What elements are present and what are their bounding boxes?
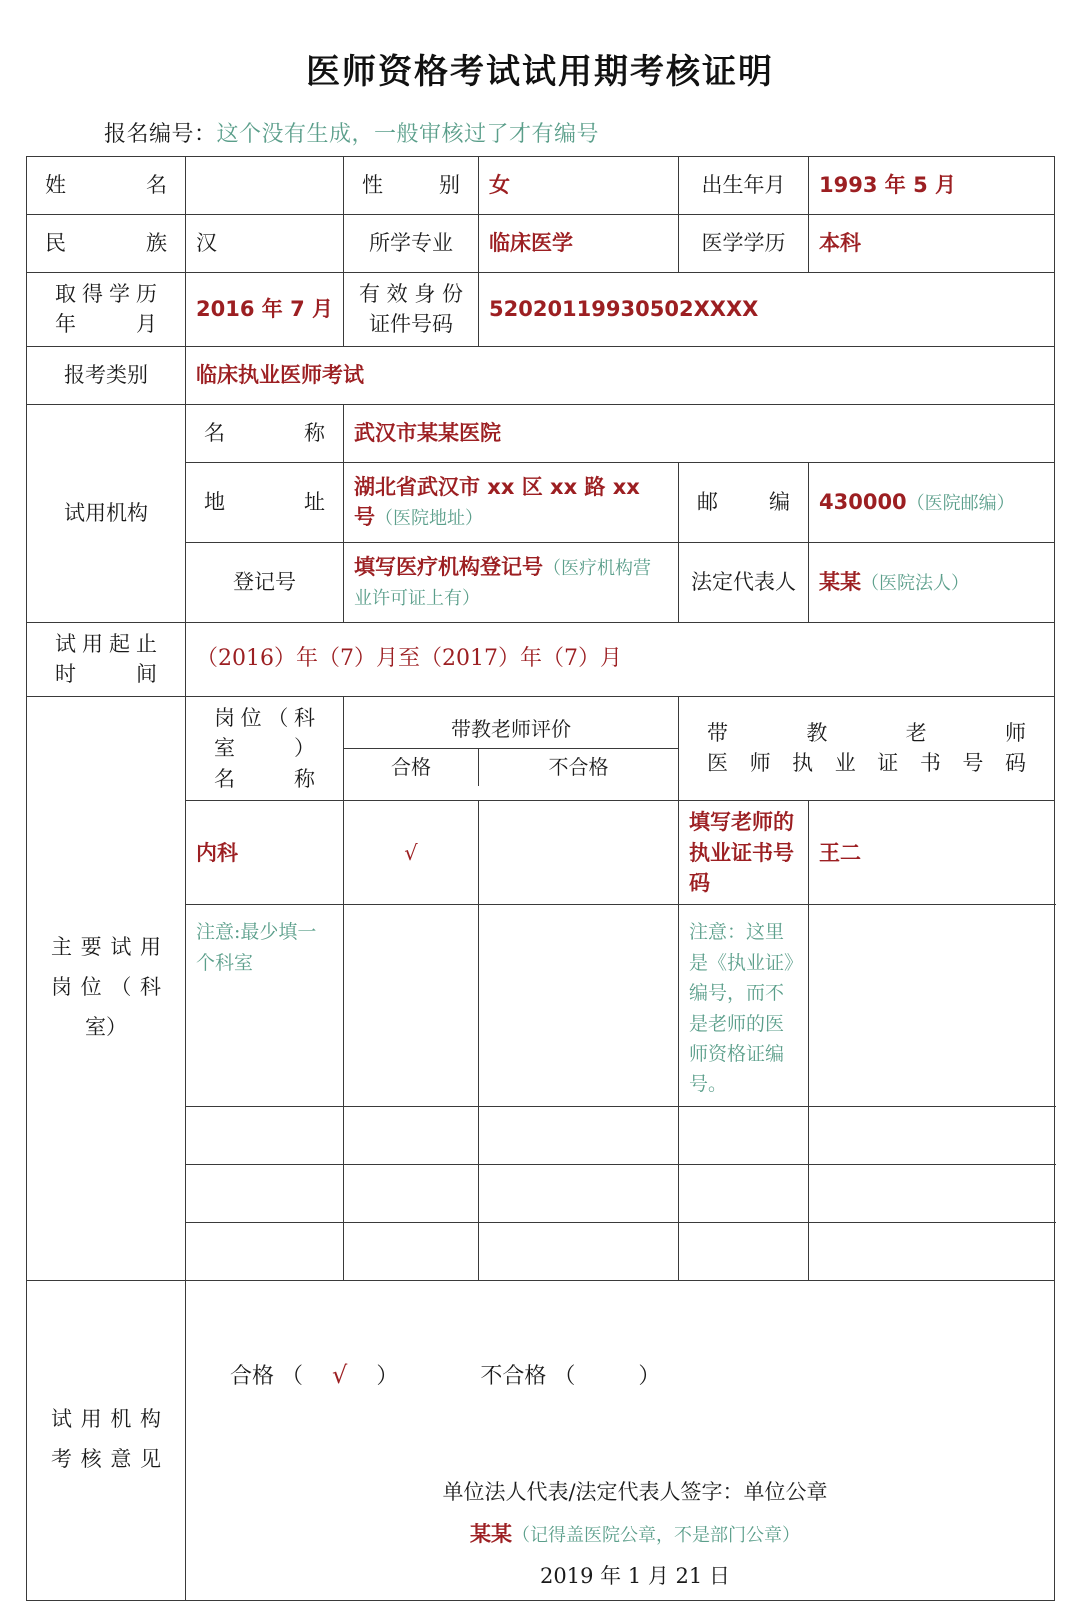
institution-regno-value[interactable]: [344, 542, 679, 622]
position-dept-1[interactable]: [186, 905, 344, 1106]
table-row-opinion: [27, 1280, 1055, 1600]
certificate-table: [26, 156, 1055, 1601]
page-title: 医师资格考试试用期考核证明: [306, 52, 774, 92]
ethnicity-label: 民族: [27, 215, 186, 273]
institution-address-value[interactable]: [344, 462, 679, 542]
institution-name-value[interactable]: 武汉市某某医院: [344, 404, 1055, 462]
education-label: 医学学历: [679, 215, 809, 273]
position-license-note-text: 注意：这里是《执业证》编号，而不是老师的医师资格证编号。: [689, 921, 794, 1096]
opinion-pass-mark[interactable]: √: [332, 1360, 348, 1389]
exam-type-label: 报考类别: [27, 346, 186, 404]
institution-address-text: 湖北省武汉市 xx 区 xx 路 xx 号: [354, 474, 640, 530]
opinion-fail-label: 不合格: [480, 1363, 547, 1389]
position-signature-1[interactable]: [809, 905, 1055, 1106]
position-pass-0[interactable]: √: [344, 801, 479, 905]
institution-regno-text: 填写医疗机构登记号: [354, 554, 543, 579]
opinion-section-label: [27, 1280, 186, 1600]
idcard-label-line1: 有 效 身 份: [358, 282, 464, 306]
opinion-pass-close: ）: [376, 1363, 399, 1389]
major-value[interactable]: 临床医学: [479, 215, 679, 273]
institution-zip-note: （医院邮编）: [906, 493, 1015, 515]
name-value[interactable]: [186, 157, 344, 215]
exam-type-value[interactable]: 临床执业医师考试: [186, 346, 1055, 404]
opinion-signature-row: [216, 1513, 1054, 1555]
position-pass-3[interactable]: [344, 1164, 479, 1222]
degree-date-value[interactable]: 2016 年 7 月: [186, 273, 344, 347]
major-label: 所学专业: [344, 215, 479, 273]
position-license-0[interactable]: 填写老师的执业证书号码: [679, 801, 809, 905]
certificate-page: [0, 44, 1080, 1588]
positions-header-dept-line1: 岗位（科室）: [214, 705, 315, 761]
gender-label: 性别: [344, 157, 479, 215]
opinion-result-line: [230, 1358, 1054, 1393]
birth-value[interactable]: 1993 年 5 月: [809, 157, 1055, 215]
idcard-value[interactable]: 52020119930502XXXX: [479, 273, 1055, 347]
position-dept-note-text: 注意:最少填一个科室: [196, 921, 317, 974]
table-row-exam-type: [27, 346, 1055, 404]
opinion-body: [186, 1280, 1055, 1600]
table-row-trial-period: [27, 622, 1055, 696]
opinion-signature-name[interactable]: 某某: [470, 1521, 512, 1546]
institution-address-note: （医院地址）: [375, 508, 483, 530]
opinion-section-label-line2: 考核意见: [51, 1447, 161, 1472]
positions-header-fail: 不合格: [548, 754, 609, 779]
opinion-signature-block: [216, 1471, 1054, 1597]
opinion-fail-open: （: [553, 1363, 576, 1389]
opinion-section-label-line1: 试用机构: [51, 1407, 161, 1432]
position-dept-0[interactable]: 内科: [186, 801, 344, 905]
institution-zip-label: 邮编: [679, 462, 809, 542]
position-signature-3[interactable]: [809, 1164, 1055, 1222]
opinion-fail-close: ）: [638, 1363, 661, 1389]
positions-section-label: [27, 696, 186, 1280]
ethnicity-value[interactable]: 汉: [186, 215, 344, 273]
trial-period-label-line1: 试用起止: [55, 631, 157, 656]
position-fail-2[interactable]: [479, 1106, 679, 1164]
registration-number-line: [104, 117, 1054, 148]
positions-section-label-line2: 岗位（科室）: [51, 975, 161, 1040]
position-license-4[interactable]: [679, 1222, 809, 1280]
position-pass-4[interactable]: [344, 1222, 479, 1280]
trial-period-label: [27, 622, 186, 696]
education-value[interactable]: 本科: [809, 215, 1055, 273]
position-license-3[interactable]: [679, 1164, 809, 1222]
position-license-1[interactable]: [679, 905, 809, 1106]
idcard-label: [344, 273, 479, 347]
positions-header-license-line2: 医师执业证书号码: [707, 751, 1026, 776]
positions-header-dept-line2: 名称: [214, 766, 315, 791]
institution-regno-label: 登记号: [186, 542, 344, 622]
position-fail-4[interactable]: [479, 1222, 679, 1280]
legal-rep-note: （医院法人）: [861, 573, 969, 595]
registration-number-note: 这个没有生成，一般审核过了才有编号: [216, 122, 600, 147]
idcard-label-line2: 证件号码: [369, 312, 453, 337]
institution-zip-text: 430000: [819, 490, 907, 515]
positions-section-label-line1: 主要试用: [51, 935, 161, 960]
name-label: 姓名: [27, 157, 186, 215]
degree-date-label-line1: 取得学历: [55, 282, 157, 306]
opinion-pass-open: （: [281, 1363, 304, 1389]
legal-rep-text: 某某: [819, 570, 861, 595]
degree-date-label-line2: 年 月: [55, 312, 157, 337]
opinion-date[interactable]: 2019 年 1 月 21 日: [540, 1563, 730, 1588]
legal-rep-value[interactable]: [809, 542, 1055, 622]
table-row-institution-name: [27, 404, 1055, 462]
position-pass-2[interactable]: [344, 1106, 479, 1164]
position-fail-3[interactable]: [479, 1164, 679, 1222]
opinion-signature-note: （记得盖医院公章，不是部门公章）: [512, 1524, 800, 1546]
registration-number-label: 报名编号：: [104, 122, 217, 147]
trial-period-label-line2: 时 间: [55, 662, 157, 687]
table-row-positions-header: [27, 696, 1055, 800]
institution-name-label: 名称: [186, 404, 344, 462]
opinion-signature-line: 单位法人代表/法定代表人签字：单位公章: [442, 1479, 828, 1504]
institution-section-label: 试用机构: [27, 404, 186, 622]
institution-zip-value[interactable]: [809, 462, 1055, 542]
position-signature-2[interactable]: [809, 1106, 1055, 1164]
degree-date-label: [27, 273, 186, 347]
table-row-personal-2: [27, 215, 1055, 273]
positions-header-license: [679, 696, 1055, 800]
opinion-pass-label: 合格: [230, 1363, 275, 1389]
birth-label: 出生年月: [679, 157, 809, 215]
position-fail-0[interactable]: [479, 801, 679, 905]
trial-period-value[interactable]: （2016）年（7）月至（2017）年（7）月: [186, 622, 1055, 696]
positions-header-evaluation-group: [344, 696, 679, 800]
position-signature-4[interactable]: [809, 1222, 1055, 1280]
positions-header-license-line1: 带教老师: [707, 720, 1026, 745]
position-fail-1[interactable]: [479, 905, 679, 1106]
positions-header-dept: [186, 696, 344, 800]
opinion-fail-mark[interactable]: [582, 1361, 638, 1389]
positions-header-pass: 合格: [344, 749, 479, 786]
position-signature-0[interactable]: 王二: [809, 801, 1055, 905]
position-dept-2[interactable]: [186, 1106, 344, 1164]
position-dept-3[interactable]: [186, 1164, 344, 1222]
legal-rep-label: 法定代表人: [679, 542, 809, 622]
position-pass-1[interactable]: [344, 905, 479, 1106]
gender-value[interactable]: 女: [479, 157, 679, 215]
table-row-personal-1: [27, 157, 1055, 215]
position-dept-4[interactable]: [186, 1222, 344, 1280]
table-row-degree-id: [27, 273, 1055, 347]
institution-address-label: 地址: [186, 462, 344, 542]
positions-header-evaluation: 带教老师评价: [344, 711, 678, 749]
institution-regno-note: （医疗机构营业许可证上有）: [354, 557, 651, 610]
position-license-2[interactable]: [679, 1106, 809, 1164]
